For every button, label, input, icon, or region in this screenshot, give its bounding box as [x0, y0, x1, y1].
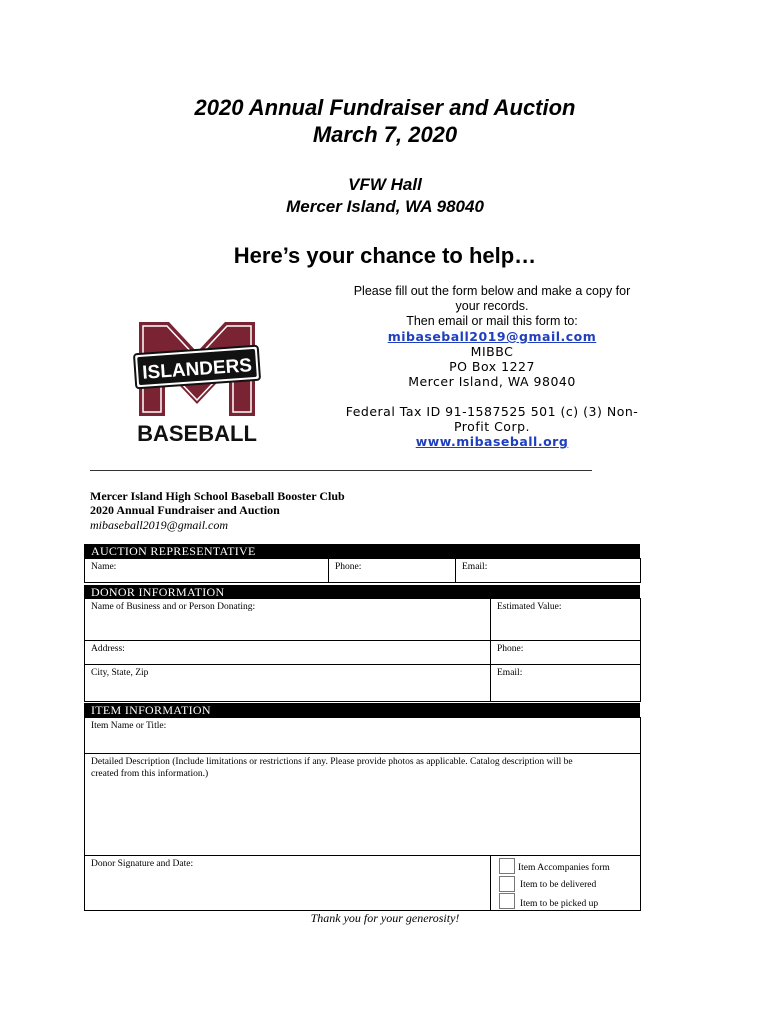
delivered-label: Item to be delivered [520, 880, 597, 890]
website-link[interactable]: www.mibaseball.org [415, 434, 569, 449]
accompanies-label: Item Accompanies form [518, 863, 610, 873]
org-name: Mercer Island High School Baseball Booster Club [90, 489, 345, 503]
donor-name-label: Name of Business and or Person Donating: [91, 602, 256, 612]
donor-city-label: City, State, Zip [91, 668, 149, 678]
email-link[interactable]: mibaseball2019@gmail.com [387, 329, 597, 344]
signature-label: Donor Signature and Date: [91, 859, 194, 869]
donor-address-field[interactable] [84, 640, 491, 665]
thank-you-note: Thank you for your generosity! [310, 911, 460, 925]
auction-rep-header: AUCTION REPRESENTATIVE [84, 544, 640, 558]
estimated-value-label: Estimated Value: [497, 602, 562, 612]
delivered-checkbox[interactable] [499, 876, 515, 892]
item-name-label: Item Name or Title: [91, 721, 167, 731]
picked-up-checkbox[interactable] [499, 893, 515, 909]
event-title: 2020 Annual Fundraiser and Auction [194, 95, 576, 120]
rep-name-field[interactable] [84, 558, 329, 583]
instruction-line-1: Please fill out the form below and make a copy for [353, 284, 631, 298]
donor-signature-field[interactable] [84, 855, 491, 911]
tax-id-line-2: Profit Corp. [453, 419, 530, 434]
org-email: mibaseball2019@gmail.com [90, 518, 229, 532]
item-name-field[interactable] [84, 717, 641, 754]
donor-email-label: Email: [497, 668, 523, 678]
donor-city-field[interactable] [84, 664, 491, 702]
rep-phone-field[interactable] [328, 558, 456, 583]
accompanies-checkbox[interactable] [499, 858, 515, 874]
rep-email-label: Email: [462, 562, 488, 572]
event-date: March 7, 2020 [312, 122, 458, 147]
logo-word-baseball: BASEBALL [137, 421, 257, 446]
logo-word-islanders: ISLANDERS [141, 355, 253, 384]
description-label-line-1: Detailed Description (Include limitations or restrictions if any. Please provide photos as applicable. Catalog description will be [91, 757, 573, 767]
venue-name: VFW Hall [348, 175, 422, 194]
donor-name-field[interactable] [84, 598, 491, 641]
instruction-line-3: Then email or mail this form to: [406, 314, 578, 328]
address-line-1: MIBBC [470, 344, 514, 359]
rep-email-field[interactable] [455, 558, 641, 583]
address-line-2: PO Box 1227 [449, 359, 535, 374]
rep-phone-label: Phone: [335, 562, 362, 572]
donor-email-field[interactable] [490, 664, 641, 702]
donor-address-label: Address: [91, 644, 125, 654]
help-heading: Here’s your chance to help… [233, 243, 537, 268]
venue-city: Mercer Island, WA 98040 [286, 197, 484, 216]
item-description-field[interactable] [84, 753, 641, 856]
tax-id-line-1: Federal Tax ID 91-1587525 501 (c) (3) Non- [345, 404, 639, 419]
divider-line [90, 470, 592, 471]
estimated-value-field[interactable] [490, 598, 641, 641]
donor-phone-label: Phone: [497, 644, 524, 654]
address-line-3: Mercer Island, WA 98040 [408, 374, 576, 389]
picked-up-label: Item to be picked up [520, 899, 599, 909]
donor-phone-field[interactable] [490, 640, 641, 665]
donor-info-header: DONOR INFORMATION [84, 585, 640, 599]
description-label-line-2: created from this information.) [91, 769, 209, 779]
org-event: 2020 Annual Fundraiser and Auction [90, 503, 280, 517]
item-info-header: ITEM INFORMATION [84, 703, 640, 717]
instruction-line-2: your records. [455, 299, 529, 313]
rep-name-label: Name: [91, 562, 117, 572]
islanders-baseball-logo [133, 318, 261, 446]
